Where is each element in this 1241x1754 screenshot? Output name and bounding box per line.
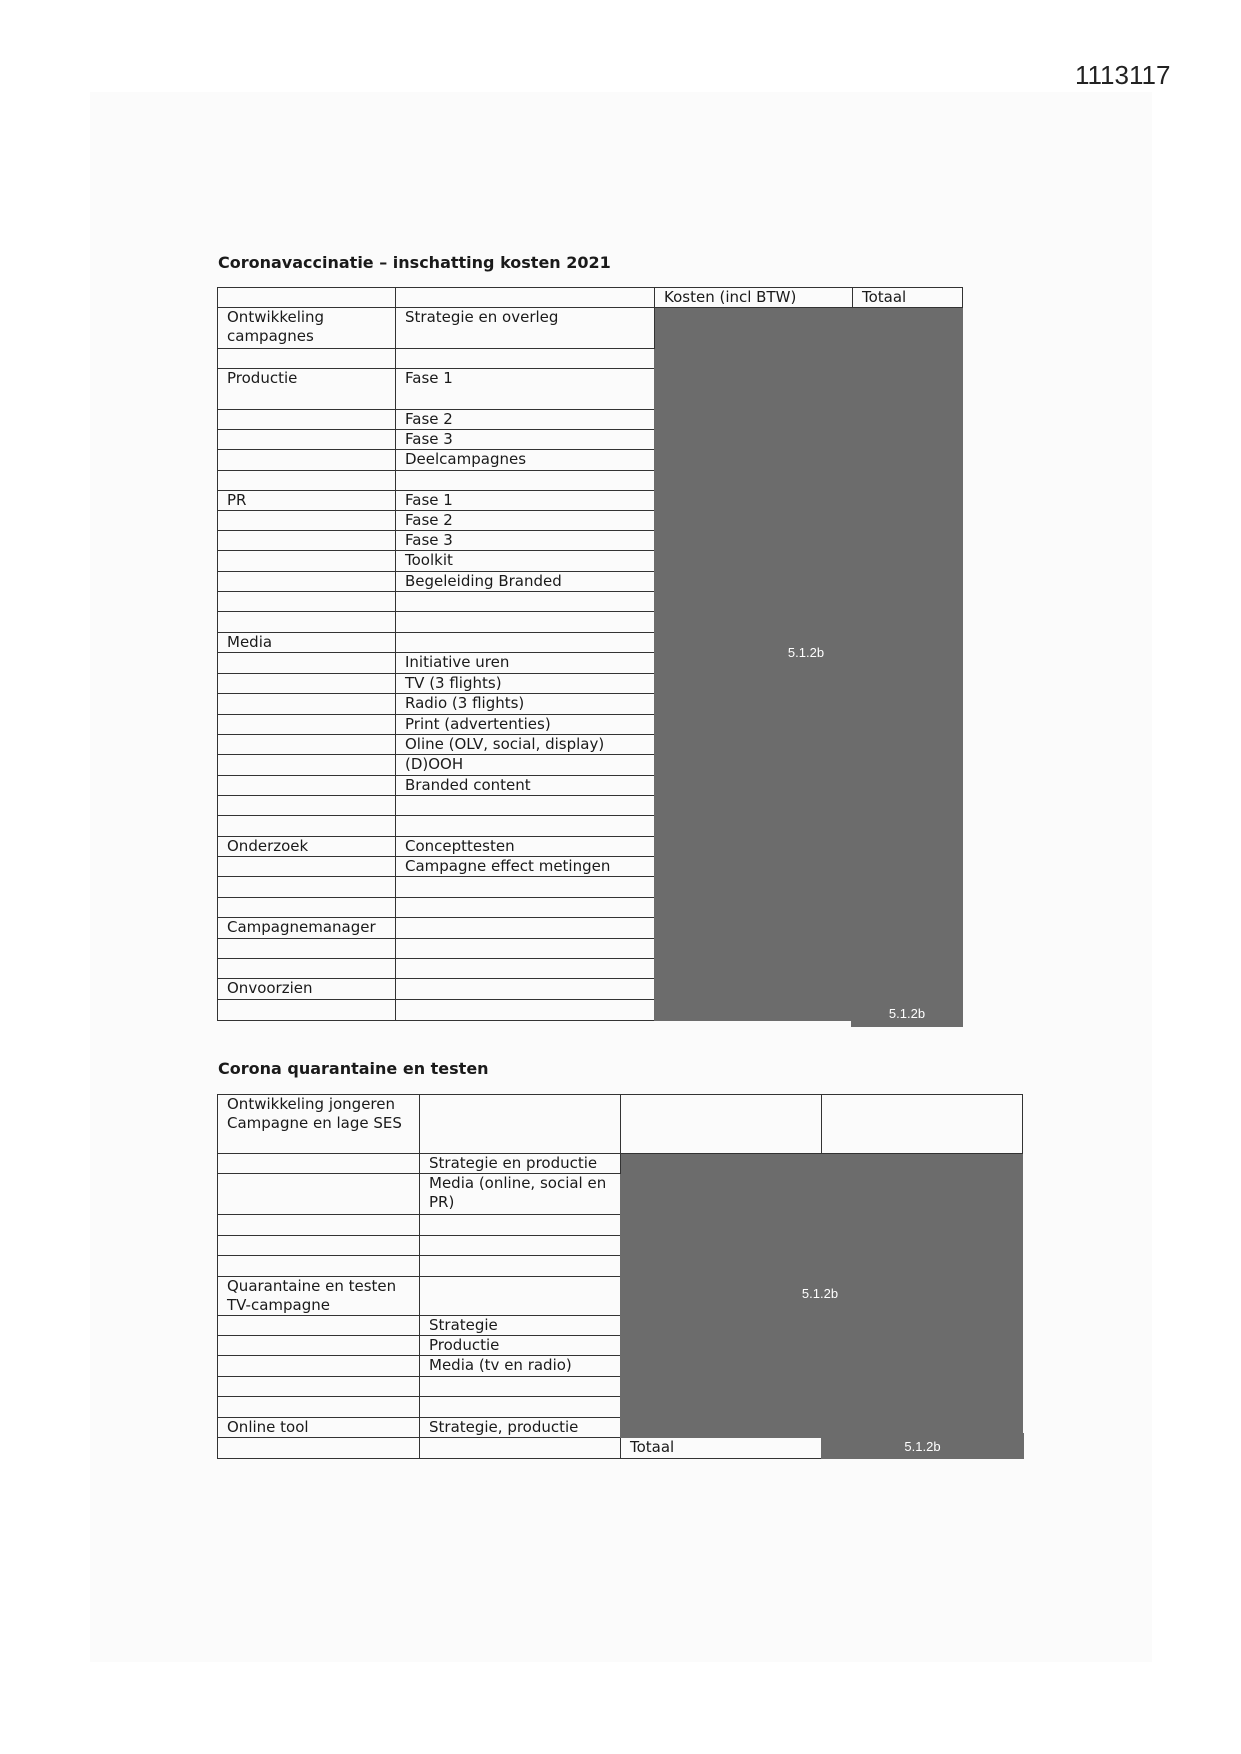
header-costs: Kosten (incl BTW) (655, 288, 853, 308)
row-item: Fase 3 (396, 531, 655, 551)
row-item: Concepttesten (396, 837, 655, 857)
total-label: Totaal (621, 1438, 822, 1459)
row-category: Ontwikkeling jongeren Campagne en lage SES (218, 1095, 420, 1154)
row-category: Quarantaine en testen TV-campagne (218, 1277, 420, 1316)
table-row (218, 1095, 1023, 1154)
row-item: Fase 1 (396, 491, 655, 511)
row-category: Media (218, 633, 396, 653)
row-item: Strategie, productie (420, 1418, 621, 1438)
row-item: Fase 2 (396, 410, 655, 430)
row-category: Campagnemanager (218, 918, 396, 939)
redaction-code: 5.1.2b (801, 1286, 839, 1301)
cost-table-vaccination (217, 287, 963, 1021)
total-redaction: 5.1.2b (821, 1433, 1024, 1459)
row-category: Online tool (218, 1418, 420, 1438)
document-id: 1113117 (1075, 60, 1171, 90)
table-row (218, 1154, 1023, 1174)
row-item: Strategie en overleg (396, 308, 655, 349)
row-item: Oline (OLV, social, display) (396, 735, 655, 755)
row-item: Fase 1 (396, 369, 655, 410)
row-item: Strategie en productie (420, 1154, 621, 1174)
row-item: Productie (420, 1336, 621, 1356)
cost-table-quarantine (217, 1094, 1023, 1459)
row-category: Productie (218, 369, 396, 410)
row-item: Begeleiding Branded (396, 572, 655, 592)
row-item: Campagne effect metingen (396, 857, 655, 877)
row-category: Onderzoek (218, 837, 396, 857)
table2-title: Corona quarantaine en testen (218, 1059, 489, 1078)
row-item: (D)OOH (396, 755, 655, 776)
row-category: Ontwikkeling campagnes (218, 308, 396, 349)
total-redaction: 5.1.2b (851, 1000, 963, 1027)
header-total: Totaal (853, 288, 963, 308)
redacted-costs-block (655, 308, 963, 1021)
row-item: TV (3 flights) (396, 674, 655, 694)
table1-title: Coronavaccinatie – inschatting kosten 2021 (218, 253, 611, 272)
row-item: Initiative uren (396, 653, 655, 674)
row-item: Print (advertenties) (396, 715, 655, 735)
redaction-code: 5.1.2b (787, 645, 825, 660)
row-item: Radio (3 flights) (396, 694, 655, 715)
row-item: Fase 2 (396, 511, 655, 531)
row-item: Media (online, social en PR) (420, 1174, 621, 1215)
row-item: Fase 3 (396, 430, 655, 450)
row-item: Media (tv en radio) (420, 1356, 621, 1377)
row-item: Branded content (396, 776, 655, 796)
row-item: Strategie (420, 1316, 621, 1336)
row-category: Onvoorzien (218, 979, 396, 1000)
table-row (218, 308, 963, 349)
row-item: Deelcampagnes (396, 450, 655, 471)
table-header-row (218, 288, 963, 308)
row-item: Toolkit (396, 551, 655, 572)
row-category: PR (218, 491, 396, 511)
